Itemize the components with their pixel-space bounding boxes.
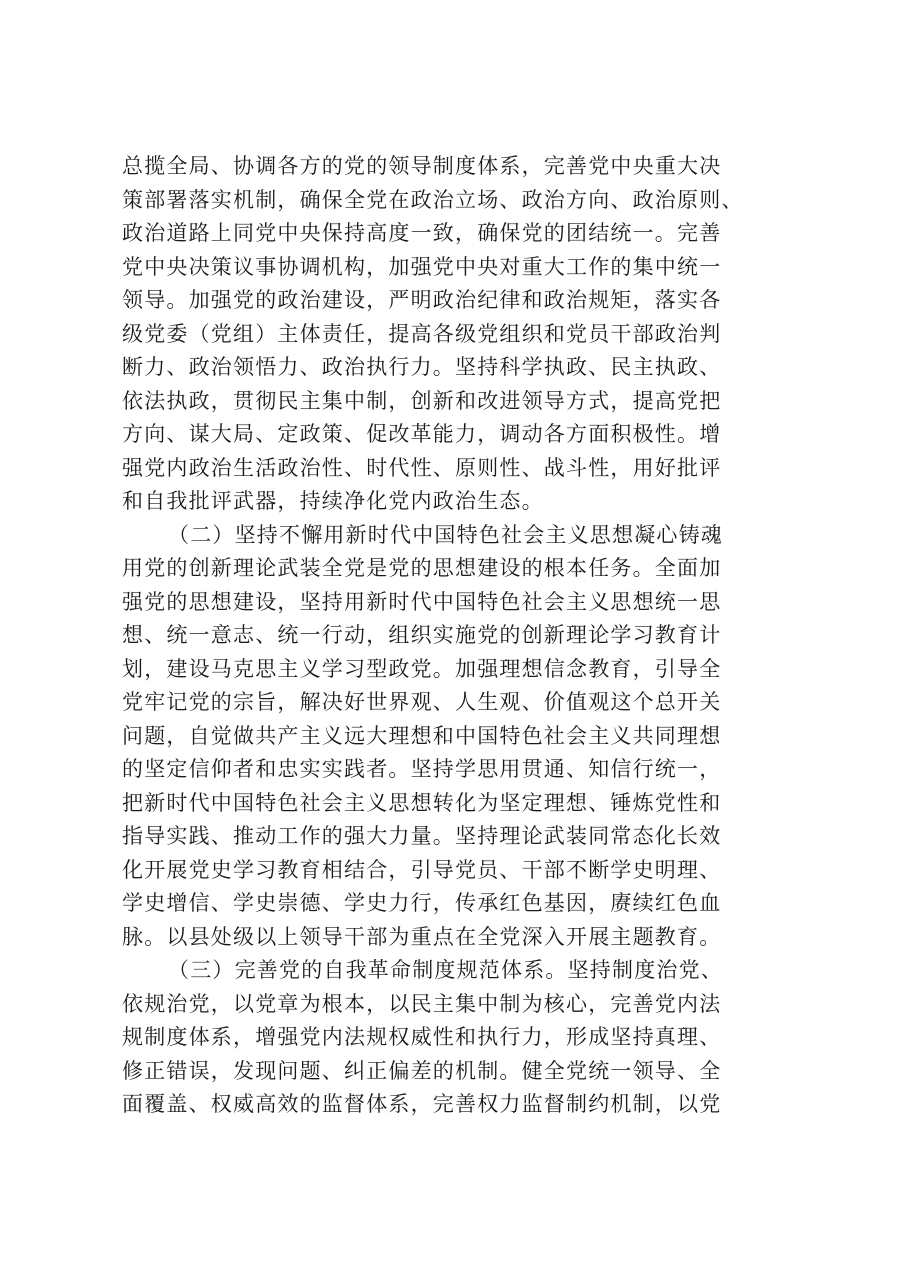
text-line: 修正错误，发现问题、纠正偏差的机制。健全党统一领导、全 bbox=[122, 1058, 722, 1083]
text-line: 策部署落实机制，确保全党在政治立场、政治方向、政治原则、 bbox=[122, 187, 744, 212]
text-line: 级党委（党组）主体责任，提高各级党组织和党员干部政治判 bbox=[122, 321, 722, 346]
text-line: 总揽全局、协调各方的党的领导制度体系，完善党中央重大决 bbox=[122, 154, 722, 178]
text-line: 的坚定信仰者和忠实实践者。坚持学思用贯通、知信行统一， bbox=[122, 757, 722, 781]
text-line: 脉。以县处级以上领导干部为重点在全党深入开展主题教育。 bbox=[122, 924, 722, 949]
text-line: 领导。加强党的政治建设，严明政治纪律和政治规矩，落实各 bbox=[122, 288, 722, 312]
text-line: 划，建设马克思主义学习型政党。加强理想信念教育，引导全 bbox=[122, 656, 722, 681]
text-line: 学史增信、学史崇德、学史力行，传承红色基因，赓续红色血 bbox=[122, 891, 722, 915]
paragraph-heading-line: （二）坚持不懈用新时代中国特色社会主义思想凝心铸魂 bbox=[168, 522, 723, 547]
text-line: 方向、谋大局、定政策、促改革能力，调动各方面积极性。增 bbox=[122, 422, 722, 446]
text-line: 强党内政治生活政治性、时代性、原则性、战斗性，用好批评 bbox=[122, 455, 722, 480]
text-line: 依规治党，以党章为根本，以民主集中制为核心，完善党内法 bbox=[122, 991, 722, 1016]
text-line: 规制度体系，增强党内法规权威性和执行力，形成坚持真理、 bbox=[122, 1025, 722, 1049]
text-line: 依法执政，贯彻民主集中制，创新和改进领导方式，提高党把 bbox=[122, 388, 722, 413]
text-line: 把新时代中国特色社会主义思想转化为坚定理想、锤炼党性和 bbox=[122, 790, 722, 815]
text-line: 政治道路上同党中央保持高度一致，确保党的团结统一。完善 bbox=[122, 221, 722, 245]
text-line: 指导实践、推动工作的强大力量。坚持理论武装同常态化长效 bbox=[122, 824, 722, 848]
text-line: 面覆盖、权威高效的监督体系，完善权力监督制约机制，以党 bbox=[122, 1092, 722, 1116]
text-line: 党牢记党的宗旨，解决好世界观、人生观、价值观这个总开关 bbox=[122, 690, 722, 714]
text-line: 断力、政治领悟力、政治执行力。坚持科学执政、民主执政、 bbox=[122, 355, 722, 379]
text-line: 党中央决策议事协调机构，加强党中央对重大工作的集中统一 bbox=[122, 254, 722, 279]
text-line: 用党的创新理论武装全党是党的思想建设的根本任务。全面加 bbox=[122, 556, 722, 580]
document-body bbox=[122, 150, 822, 1122]
text-line: 问题，自觉做共产主义远大理想和中国特色社会主义共同理想 bbox=[122, 723, 722, 748]
paragraph-heading-line: （三）完善党的自我革命制度规范体系。坚持制度治党、 bbox=[168, 958, 723, 982]
text-line: 想、统一意志、统一行动，组织实施党的创新理论学习教育计 bbox=[122, 623, 722, 647]
text-line: 强党的思想建设，坚持用新时代中国特色社会主义思想统一思 bbox=[122, 589, 722, 614]
text-line: 和自我批评武器，持续净化党内政治生态。 bbox=[122, 489, 544, 513]
text-line: 化开展党史学习教育相结合，引导党员、干部不断学史明理、 bbox=[122, 857, 722, 882]
